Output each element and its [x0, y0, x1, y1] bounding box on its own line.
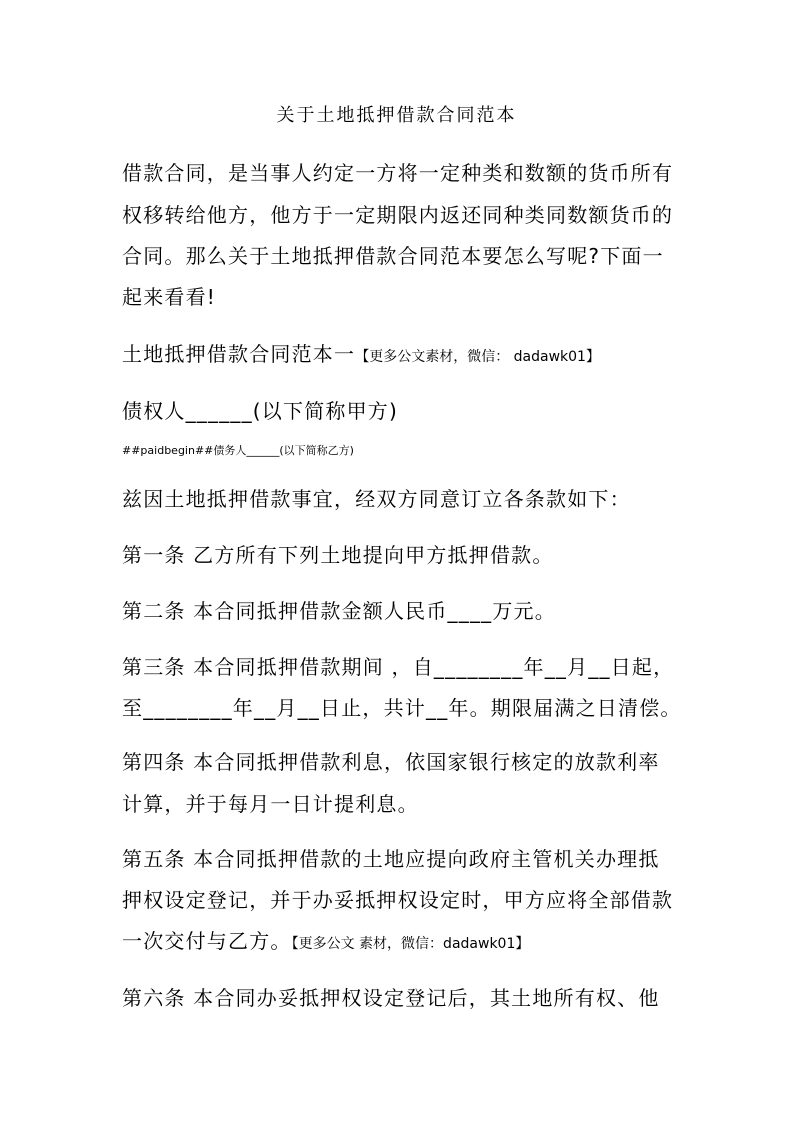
article-5-line-1: 第五条 本合同抵押借款的土地应提向政府主管机关办理抵	[122, 847, 660, 871]
article-3-line-2: 至________年__月__日止，共计__年。期限届满之日清偿。	[122, 696, 682, 720]
intro-line-4: 起来看看!	[122, 285, 217, 309]
section-heading: 土地抵押借款合同范本一	[122, 342, 356, 366]
preamble: 兹因土地抵押借款事宜，经双方同意订立各条款如下：	[122, 487, 631, 511]
intro-line-3: 合同。那么关于土地抵押借款合同范本要怎么写呢?下面一	[122, 244, 664, 268]
article-5-line-3	[122, 927, 682, 958]
promo-note-2: 【更多公文 素材，微信：dadawk01】	[291, 936, 530, 952]
creditor-line: 债权人______(以下简称甲方)	[122, 399, 399, 423]
article-2: 第二条 本合同抵押借款金额人民币____万元。	[122, 599, 556, 623]
article-5-line-2: 押权设定登记，并于办妥抵押权设定时，甲方应将全部借款	[122, 888, 674, 912]
article-1: 第一条 乙方所有下列土地提向甲方抵押借款。	[122, 543, 554, 567]
article-6-line-1: 第六条 本合同办妥抵押权设定登记后，其土地所有权、他	[122, 986, 660, 1010]
article-5-text: 一次交付与乙方。	[122, 929, 292, 953]
debtor-line: ##paidbegin##债务人______(以下简称乙方)	[122, 444, 354, 457]
intro-line-1: 借款合同，是当事人约定一方将一定种类和数额的货币所有	[122, 161, 674, 185]
document-title: 关于土地抵押借款合同范本	[276, 105, 517, 126]
section-heading-line	[122, 340, 682, 371]
intro-line-2: 权移转给他方，他方于一定期限内返还同种类同数额货币的	[122, 203, 674, 227]
article-4-line-1: 第四条 本合同抵押借款利息，依国家银行核定的放款利率	[122, 750, 660, 774]
promo-note: 【更多公文素材，微信： dadawk01】	[355, 349, 600, 365]
article-3-line-1: 第三条 本合同抵押借款期间 ，自________年__月__日起，	[122, 655, 675, 679]
article-4-line-2: 计算，并于每月一日计提利息。	[122, 792, 419, 816]
